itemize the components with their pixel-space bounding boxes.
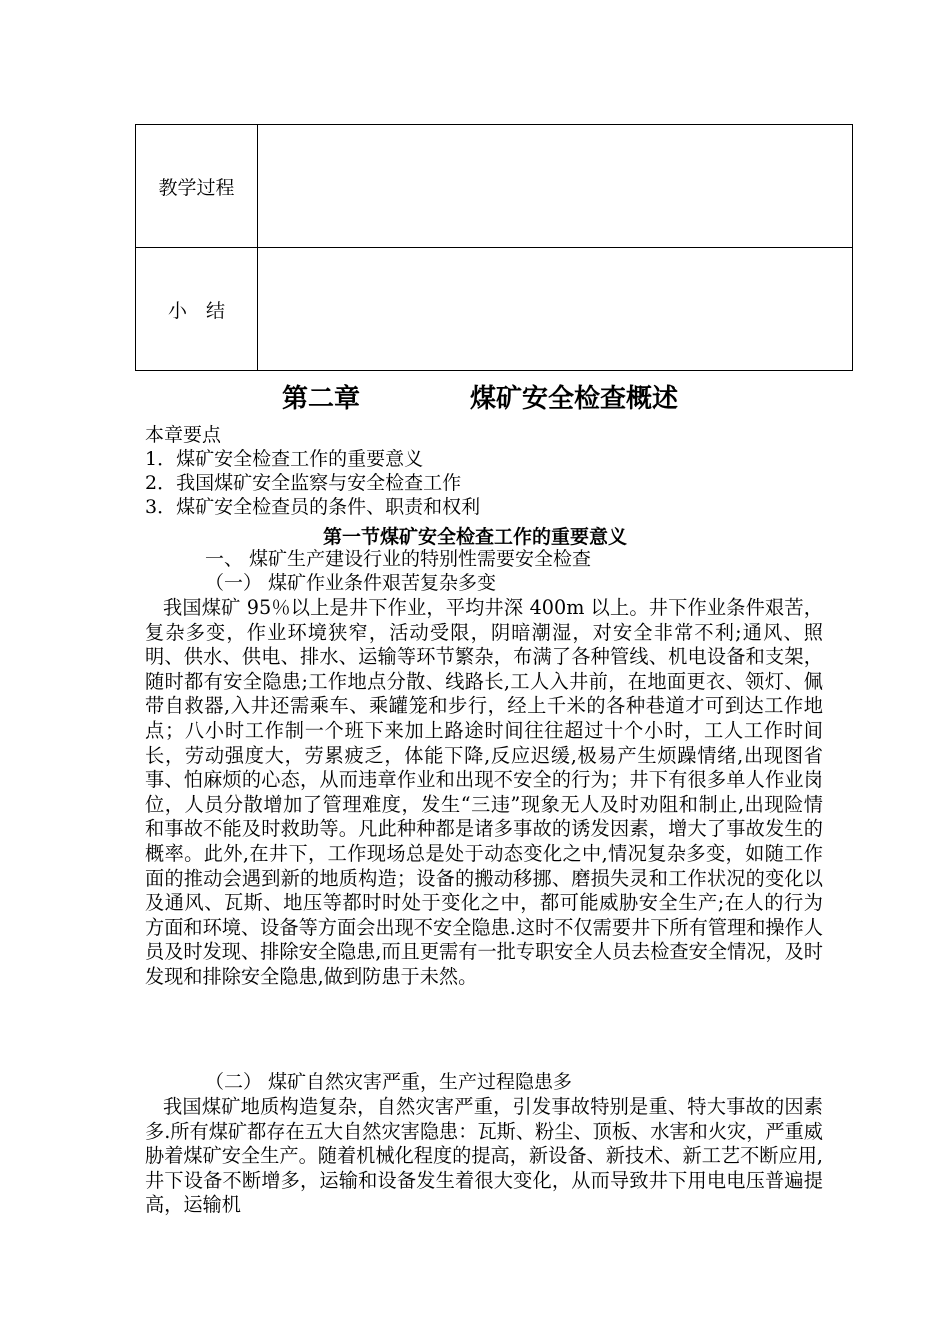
key-point-item: 3．煤矿安全检查员的条件、职责和权利 — [145, 496, 481, 518]
paragraph-text: 我国煤矿 95％以上是井下作业，平均井深 400m 以上。井下作业条件艰苦，复杂多变，作业环境狭窄，活动受限，阴暗潮湿，对安全非常不利;通风、照明、供水、供电、排水、运输等环节繁杂，布满了各种管线、机电设备和支架，随时都有安全隐患;工作地点分散、线路长,工人入井前，在地面更衣、领灯、佩带自救器,入井还需乘车、乘罐笼和步行，经上千米的各种巷道才可到达工作地点；八小时工作制一个班下来加上路途时间往往超过十个小时，工人工作时间长，劳动强度大，劳累疲乏，体能下降,反应迟缓,极易产生烦躁情绪,出现图省事、怕麻烦的心态，从而违章作业和出现不安全的行为；井下有很多单人作业岗位，人员分散增加了管理难度，发生“三违”现象无人及时劝阻和制止,出现险情和事故不能及时救助等。凡此种种都是诸多事故的诱发因素，增大了事故发生的概率。此外,在井下，工作现场总是处于动态变化之中,情况复杂多变，如随工作面的推动会遇到新的地质构造；设备的搬动移挪、磨损失灵和工作状况的变化以及通风、瓦斯、地压等都时时处于变化之中，都可能威胁安全生产;在人的行为方面和环境、设备等方面会出现不安全隐患.这时不仅需要井下所有管理和操作人员及时发现、排除安全隐患,而且更需有一批专职安全人员去检查安全情况，及时发现和排除安全隐患,做到防患于未然。 — [145, 596, 823, 988]
section-title: 第一节煤矿安全检查工作的重要意义 — [322, 526, 627, 548]
chapter-number: 第二章 — [282, 384, 361, 414]
chapter-title: 煤矿安全检查概述 — [470, 384, 679, 414]
body-paragraph — [145, 596, 823, 990]
subsubsection-heading: （二） 煤矿自然灾害严重，生产过程隐患多 — [205, 1071, 573, 1093]
row-label-teaching-process: 教学过程 — [136, 125, 258, 248]
table-row — [136, 248, 853, 371]
key-point-item: 1．煤矿安全检查工作的重要意义 — [145, 448, 424, 470]
lesson-table — [135, 124, 853, 371]
subsubsection-heading: （一） 煤矿作业条件艰苦复杂多变 — [205, 572, 497, 594]
paragraph-text: 我国煤矿地质构造复杂，自然灾害严重，引发事故特别是重、特大事故的因素多.所有煤矿都存在五大自然灾害隐患：瓦斯、粉尘、顶板、水害和火灾，严重威胁着煤矿安全生产。随着机械化程度的提高，新设备、新技术、新工艺不断应用,井下设备不断增多，运输和设备发生着很大变化，从而导致井下用电电压普遍提高，运输机 — [145, 1095, 823, 1217]
key-points-heading: 本章要点 — [145, 424, 222, 446]
subsection-heading: 一、 煤矿生产建设行业的特别性需要安全检查 — [205, 548, 592, 570]
body-paragraph — [145, 1095, 823, 1218]
key-point-item: 2．我国煤矿安全监察与安全检查工作 — [145, 472, 462, 494]
row-content-summary — [258, 248, 853, 371]
row-label-summary: 小 结 — [136, 248, 258, 371]
row-content-teaching-process — [258, 125, 853, 248]
chapter-heading — [0, 378, 950, 418]
table-row — [136, 125, 853, 248]
